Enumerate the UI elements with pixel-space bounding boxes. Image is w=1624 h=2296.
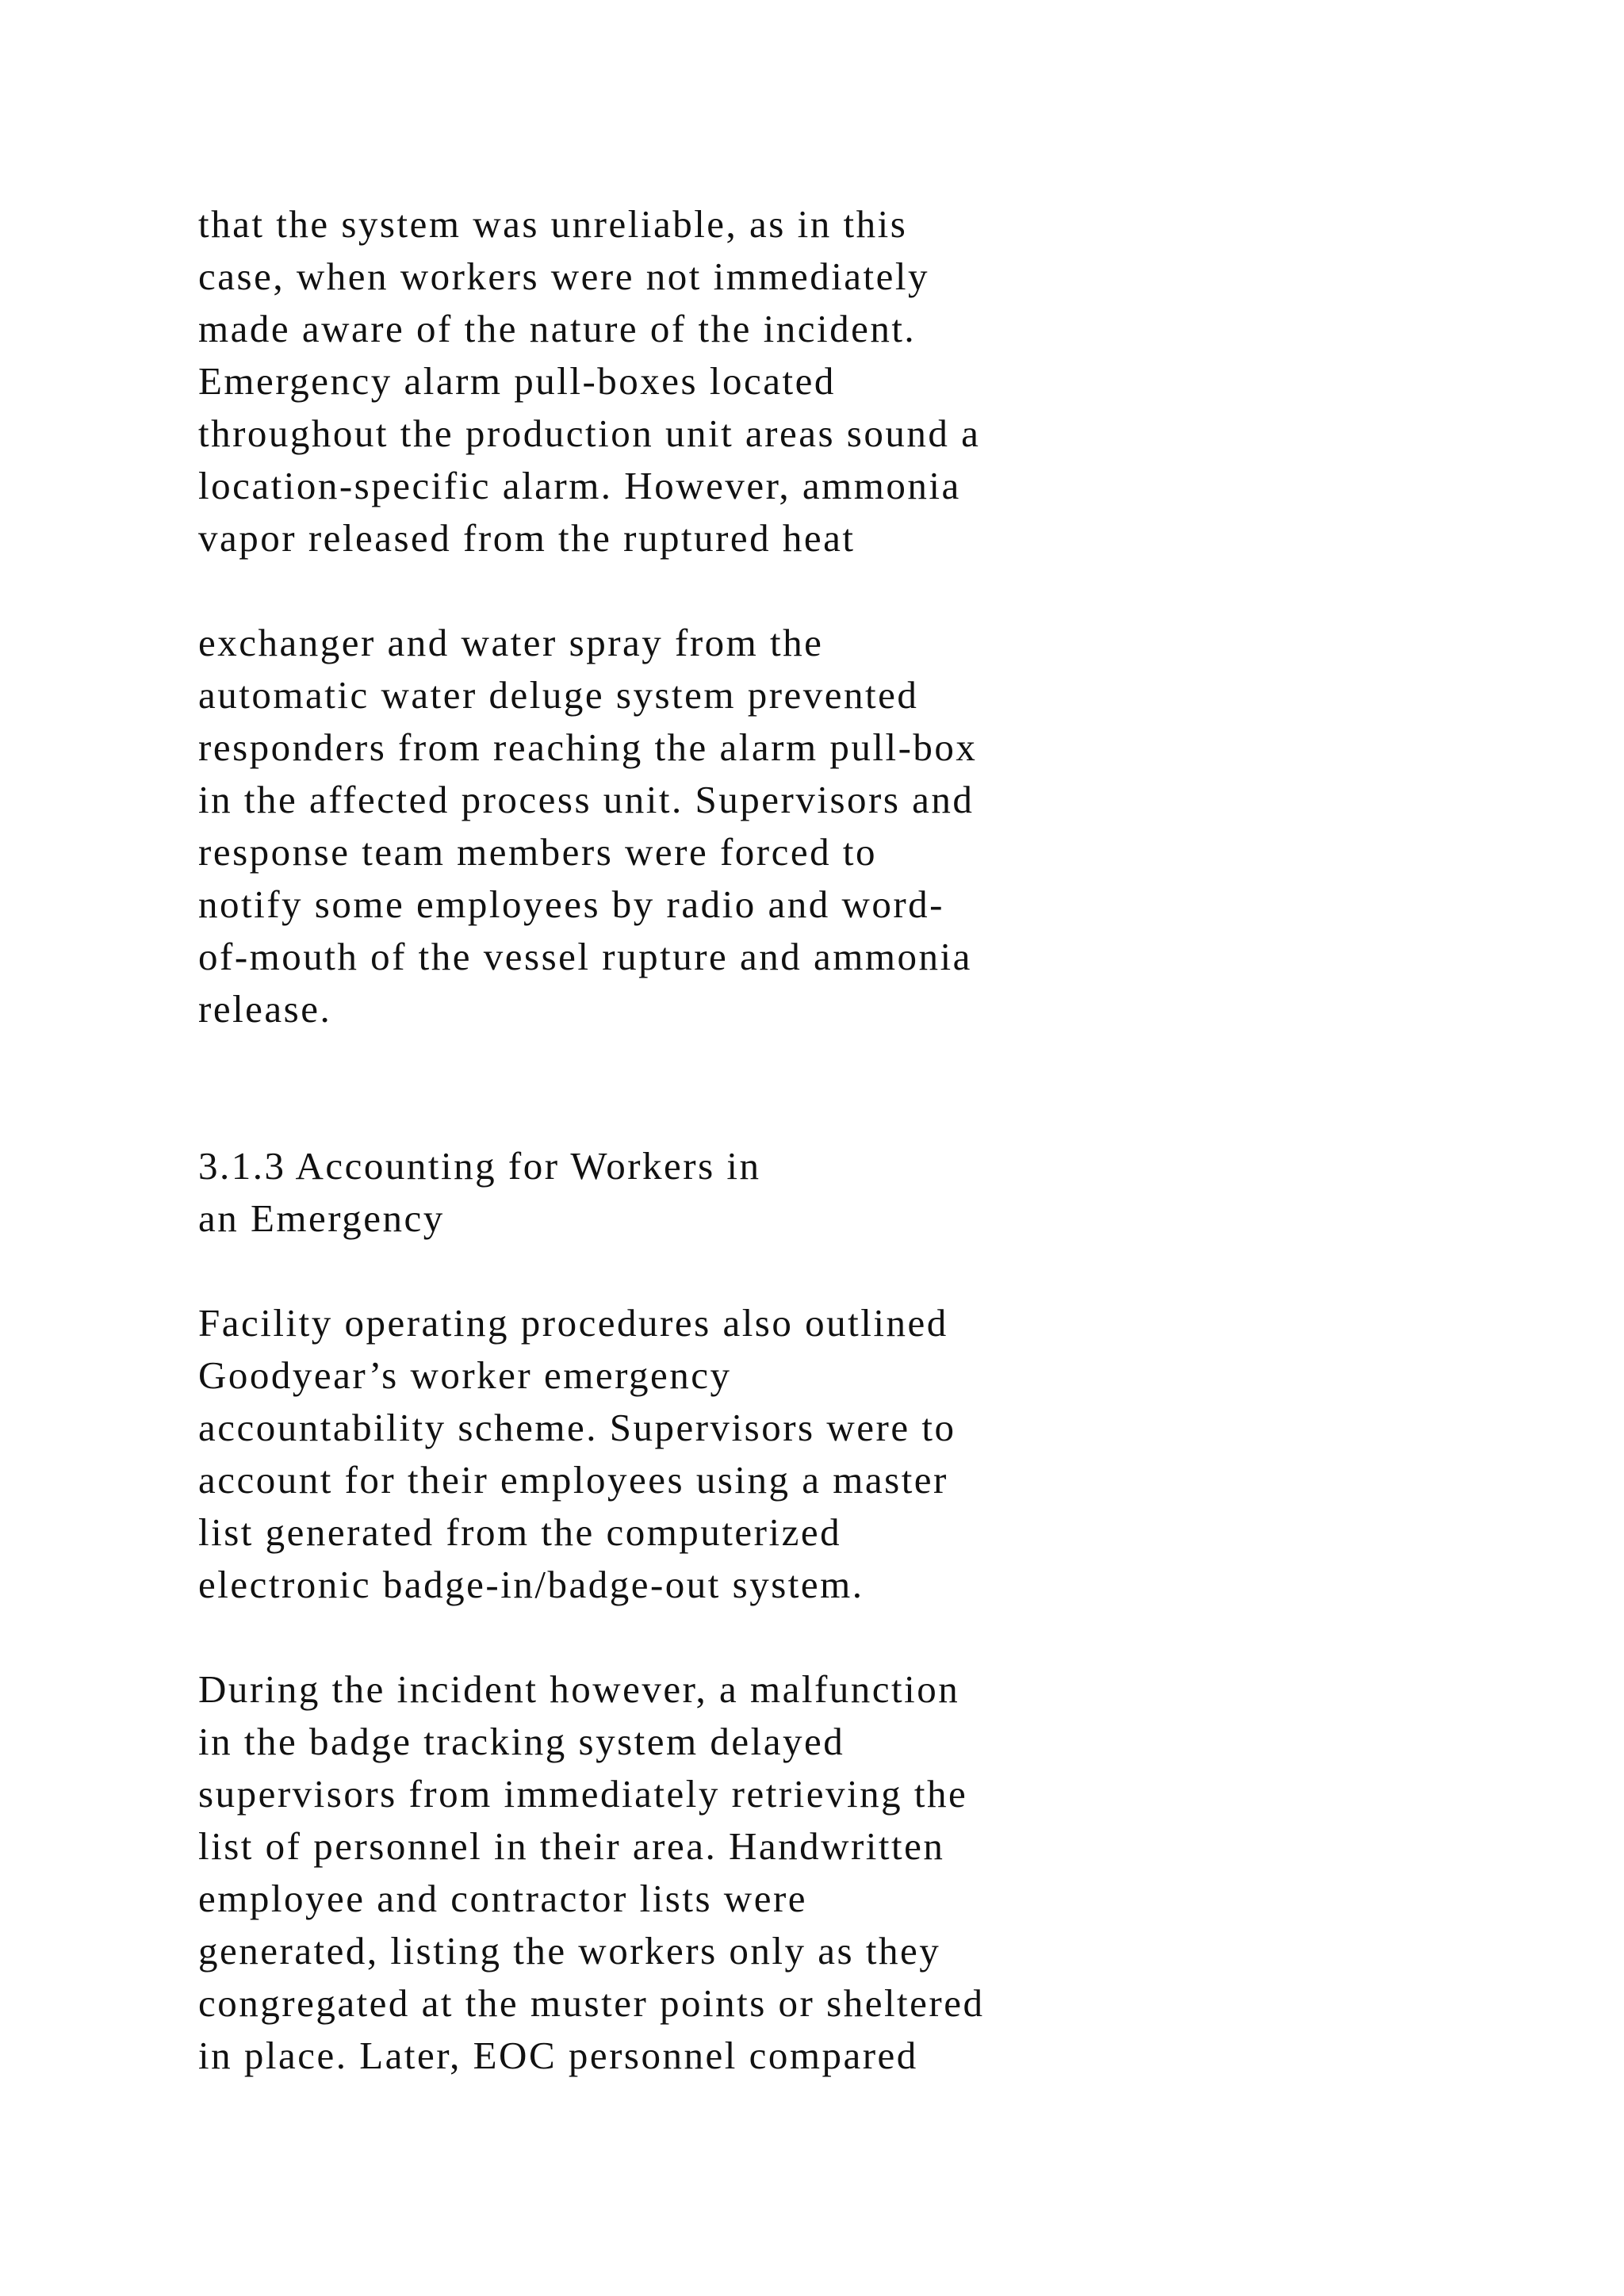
text-line: list of personnel in their area. Handwritten (198, 1824, 945, 1868)
text-line: Emergency alarm pull-boxes located (198, 359, 836, 403)
text-line: vapor released from the ruptured heat (198, 516, 856, 560)
text-line: accountability scheme. Supervisors were to (198, 1406, 956, 1449)
paragraph-responders (198, 617, 1348, 1035)
text-line: location-specific alarm. However, ammonia (198, 464, 961, 507)
text-line: throughout the production unit areas sound a (198, 411, 981, 455)
paragraph-alarm-system (198, 198, 1348, 564)
paragraph-procedures (198, 1297, 1348, 1611)
text-line: made aware of the nature of the incident. (198, 307, 917, 350)
text-line: of-mouth of the vessel rupture and ammonia (198, 935, 972, 978)
heading-line: 3.1.3 Accounting for Workers in (198, 1144, 761, 1188)
text-line: in the badge tracking system delayed (198, 1720, 845, 1763)
heading-line: an Emergency (198, 1196, 445, 1240)
text-line: response team members were forced to (198, 830, 877, 874)
paragraph-badge-malfunction (198, 1663, 1348, 2082)
text-line: employee and contractor lists were (198, 1877, 808, 1920)
text-line: exchanger and water spray from the (198, 621, 824, 664)
text-line: automatic water deluge system prevented (198, 673, 919, 717)
text-line: in place. Later, EOC personnel compared (198, 2034, 918, 2077)
text-line: Facility operating procedures also outlined (198, 1301, 948, 1345)
text-line: congregated at the muster points or sheltered (198, 1981, 985, 2025)
text-line: electronic badge-in/badge-out system. (198, 1563, 864, 1606)
text-line: Goodyear’s worker emergency (198, 1353, 732, 1397)
text-line: case, when workers were not immediately (198, 254, 930, 298)
text-line: notify some employees by radio and word- (198, 882, 944, 926)
section-heading (198, 1140, 1348, 1245)
text-line: account for their employees using a master (198, 1458, 948, 1502)
text-line: release. (198, 987, 332, 1031)
text-line: supervisors from immediately retrieving the (198, 1772, 968, 1816)
text-line: During the incident however, a malfunction (198, 1667, 960, 1711)
text-line: generated, listing the workers only as they (198, 1929, 941, 1973)
text-line: responders from reaching the alarm pull-box (198, 725, 978, 769)
text-line: list generated from the computerized (198, 1510, 842, 1554)
text-line: that the system was unreliable, as in this (198, 202, 908, 246)
text-line: in the affected process unit. Supervisors and (198, 778, 975, 821)
